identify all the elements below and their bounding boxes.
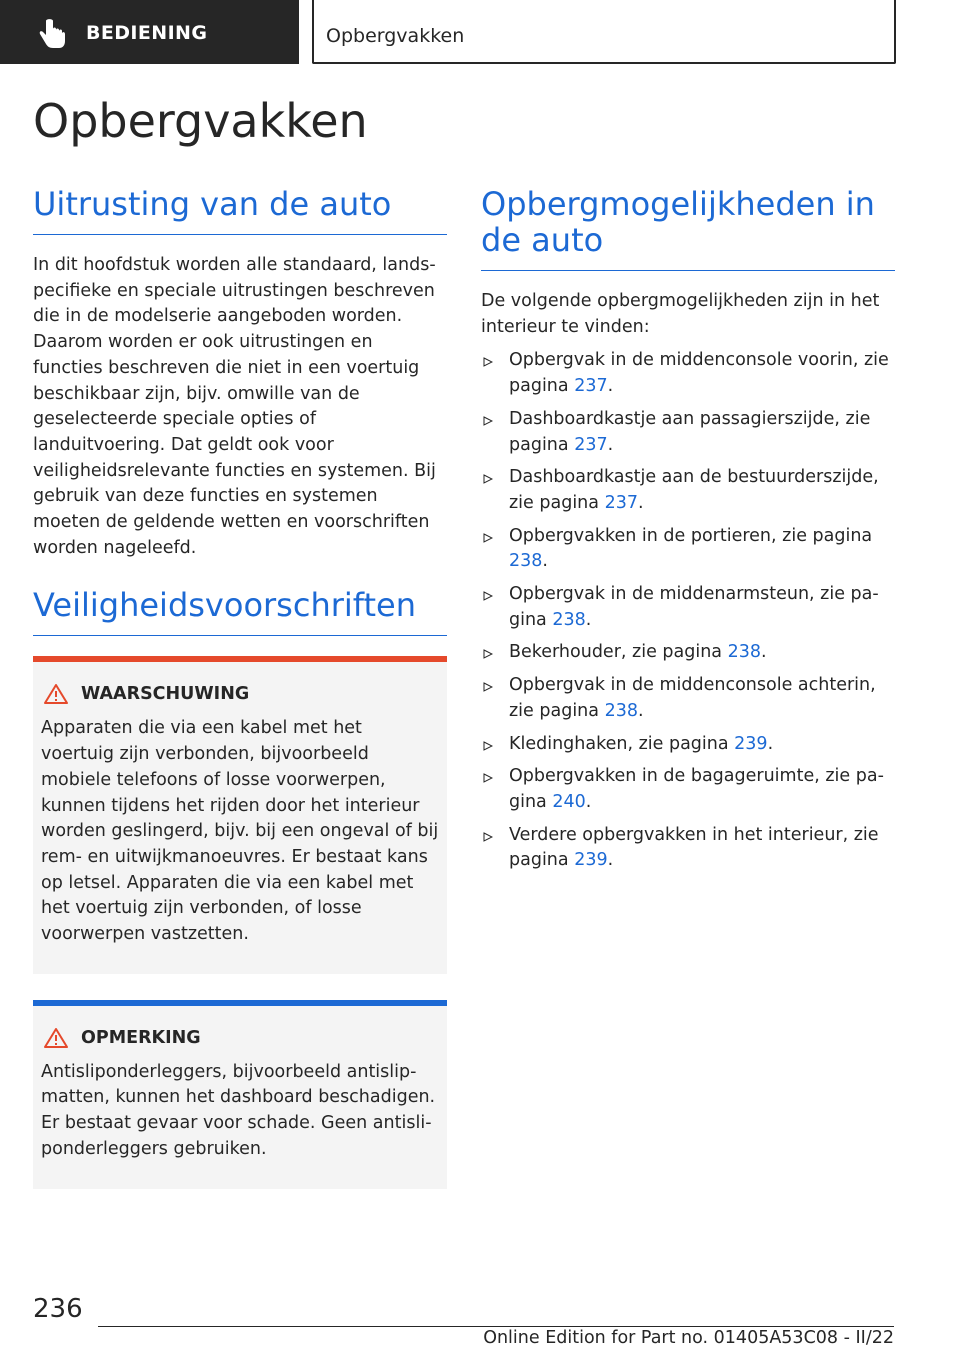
section-tab (0, 0, 299, 64)
note-box (33, 1000, 447, 1189)
list-item: Dashboardkastje aan passagierszijde, zie pagina 237. (481, 407, 895, 458)
page-link[interactable]: 239 (734, 733, 768, 754)
page-link[interactable]: 239 (574, 850, 608, 871)
edition-label: Online Edition for Part no. 01405A53C08 - II/22 (483, 1328, 894, 1348)
list-item: Bekerhouder, zie pagina 238. (481, 640, 895, 666)
storage-list (481, 348, 895, 874)
bullet-triangle-icon (483, 474, 493, 484)
list-item: Opbergvak in de middenconsole voorin, zie pagina 237. (481, 348, 895, 399)
list-item: Dashboardkastje aan de bestuurderszijde, zie pagina 237. (481, 465, 895, 516)
caution-triangle-icon (43, 1027, 69, 1049)
warning-box (33, 656, 447, 973)
warning-text: Apparaten die via een kabel met het voertuig zijn verbonden, bijvoorbeeld mobiele telefoons of losse voorwerpen, kunnen tijdens het rijden door het interieur worden geslingerd, bijv. bij een ongeval of bij rem- en uitwijkmanoeuvres. Er bestaat kans op letsel. Apparaten die via een kabel met het voertuig zijn verbonden, of losse voorwerpen vastzetten. (41, 718, 439, 945)
storage-intro: De volgende opbergmogelijkheden zijn in het interieur te vinden: (481, 291, 880, 337)
footer-divider (98, 1326, 894, 1327)
right-column (481, 186, 895, 874)
page-link[interactable]: 240 (552, 791, 586, 812)
bullet-triangle-icon (483, 533, 493, 543)
list-item: Kledinghaken, zie pagina 239. (481, 732, 895, 758)
section-label: BEDIENING (86, 22, 208, 44)
page-link[interactable]: 237 (574, 376, 608, 397)
page-link[interactable]: 238 (552, 609, 586, 630)
note-text: Antisliponderleggers, bijvoorbeeld antislipmatten, kunnen het dashboard beschadigen. Er bestaat gevaar voor schade. Geen antisliponderleggers gebruiken. (41, 1061, 436, 1159)
list-item: Opbergvak in de middenconsole achterin, zie pagina 238. (481, 673, 895, 724)
bullet-triangle-icon (483, 416, 493, 426)
page-link[interactable]: 238 (604, 700, 638, 721)
list-item: Opbergvakken in de bagageruimte, zie pagina 240. (481, 764, 895, 815)
bullet-triangle-icon (483, 357, 493, 367)
equipment-paragraph: In dit hoofdstuk worden alle standaard, landspecifieke en speciale uitrustingen beschreven die in de modelserie aangeboden worden. Daarom worden er ook uitrustingen en functies beschreven die niet in een voertuig beschikbaar zijn, bijv. omwille van de geselecteerde speciale opties of landuitvoering. Dat geldt ook voor veiligheidsrelevante functies en systemen. Bij gebruik van deze functies en systemen moeten de geldende wetten en voorschriften worden nageleefd. (33, 255, 436, 558)
page-link[interactable]: 238 (727, 642, 761, 663)
bullet-triangle-icon (483, 591, 493, 601)
hand-pointer-icon (36, 18, 70, 50)
note-title: OPMERKING (81, 1027, 201, 1048)
bullet-triangle-icon (483, 682, 493, 692)
breadcrumb (312, 0, 896, 64)
bullet-triangle-icon (483, 649, 493, 659)
page-link[interactable]: 237 (574, 434, 608, 455)
bullet-triangle-icon (483, 773, 493, 783)
left-column (33, 186, 447, 1189)
warning-triangle-icon (43, 683, 69, 705)
page-title: Opbergvakken (33, 94, 368, 148)
heading-storage: Opbergmogelijkheden in de auto (481, 186, 895, 271)
page-link[interactable]: 238 (509, 551, 543, 572)
heading-safety: Veiligheidsvoorschriften (33, 587, 447, 636)
list-item: Verdere opbergvakken in het interieur, zie pagina 239. (481, 823, 895, 874)
warning-title: WAARSCHUWING (81, 684, 250, 705)
list-item: Opbergvakken in de portieren, zie pagina 238. (481, 524, 895, 575)
page-link[interactable]: 237 (604, 492, 638, 513)
page-number: 236 (33, 1294, 83, 1324)
heading-equipment: Uitrusting van de auto (33, 186, 447, 235)
breadcrumb-label: Opbergvakken (326, 25, 465, 47)
bullet-triangle-icon (483, 741, 493, 751)
list-item: Opbergvak in de middenarmsteun, zie pagina 238. (481, 582, 895, 633)
bullet-triangle-icon (483, 832, 493, 842)
